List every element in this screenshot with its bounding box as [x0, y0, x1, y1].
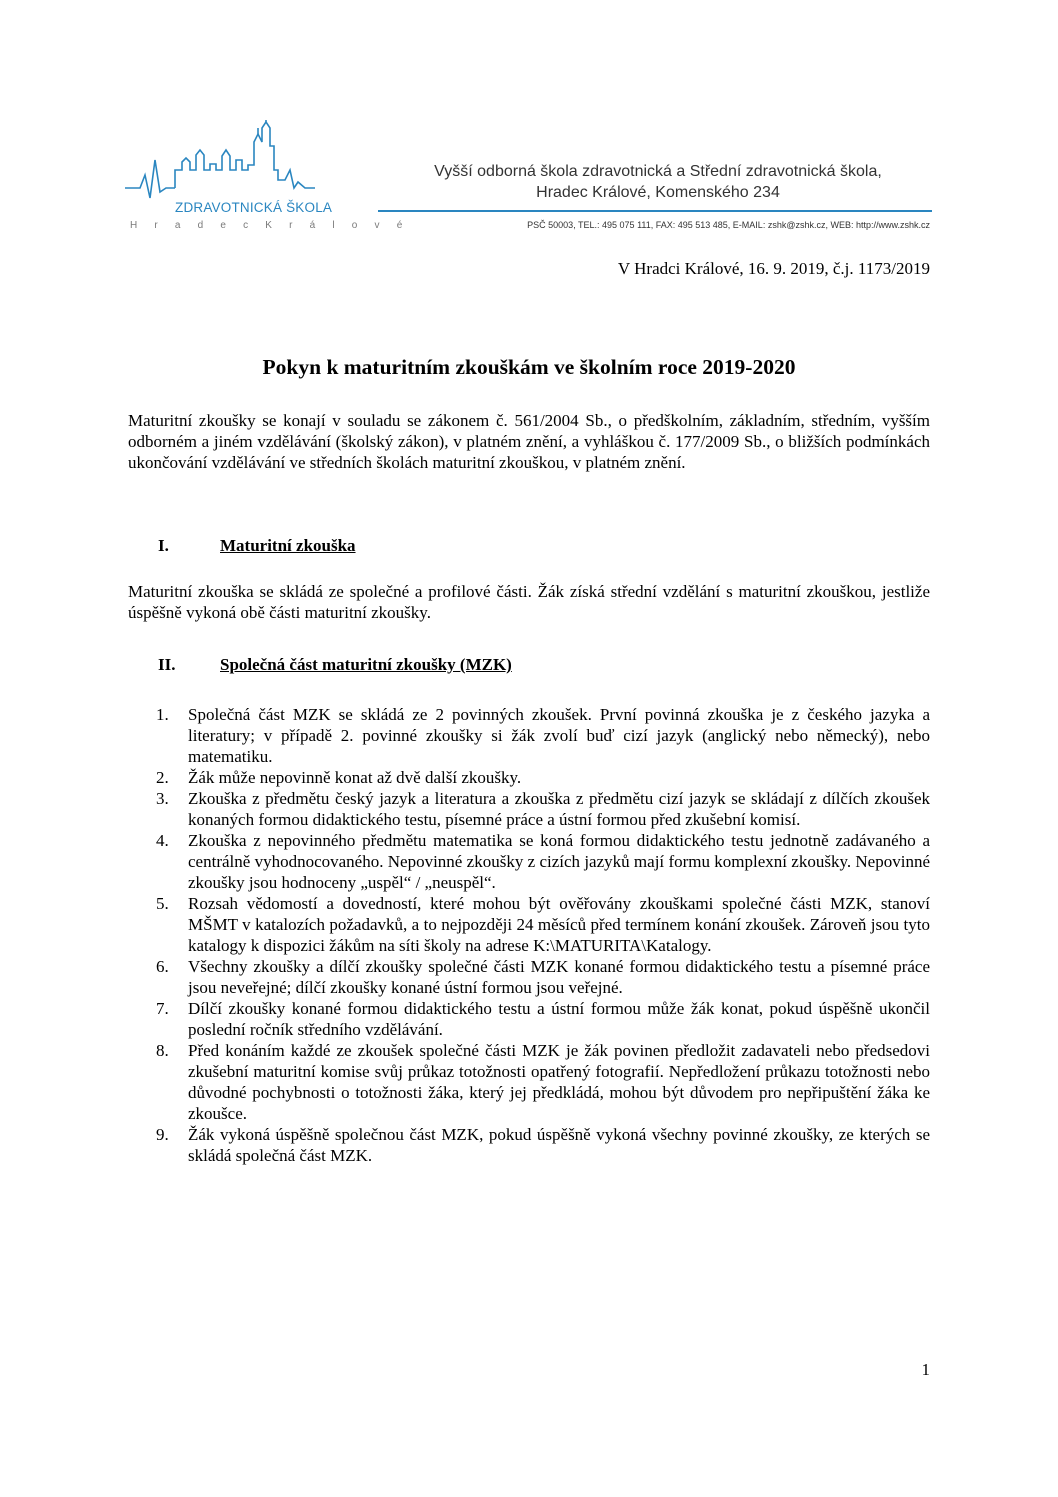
list-item: [128, 956, 930, 998]
list-item-number: 1.: [156, 705, 169, 724]
list-item-number: 5.: [156, 894, 169, 913]
list-item: [128, 1124, 930, 1166]
section-heading-2: [158, 655, 512, 675]
list-item: [128, 767, 930, 788]
list-item-text: Společná část MZK se skládá ze 2 povinných zkoušek. První povinná zkouška je z českého jazyka a literatury; v případě 2. povinné zkoušky si žák zvolí buď cizí jazyk (anglický nebo německý), nebo matematiku.: [188, 705, 930, 766]
list-item-text: Zkouška z nepovinného předmětu matematika se koná formou didaktického testu jednotně zadávaného a centrálně vyhodnocovaného. Nepovinné zkoušky z cizích jazyků mají formu komplexní zkoušky. Nepovinné zkoušky jsou hodnoceny „uspěl“ / „neuspěl“.: [188, 831, 930, 892]
header-divider: [378, 210, 932, 212]
section-heading-1: [158, 536, 356, 556]
skyline-logo-icon: [120, 120, 320, 210]
list-item: [128, 788, 930, 830]
section-1-paragraph: Maturitní zkouška se skládá ze společné a profilové části. Žák získá střední vzdělání s maturitní zkouškou, jestliže úspěšně vykoná obě části maturitní zkoušky.: [128, 582, 930, 622]
list-item: [128, 893, 930, 956]
list-item-text: Před konáním každé ze zkoušek společné části MZK je žák povinen předložit zadavateli nebo předsedovi zkušební maturitní komise svůj průkaz totožnosti opatřený fotografií. Nepředložení průkazu totožnosti nebo důvodné pochybnosti o totožnosti žáka, který jej předkládá, mohou být důvodem pro nepřipuštění žáka ke zkoušce.: [188, 1041, 930, 1123]
list-item-text: Žák vykoná úspěšně společnou část MZK, pokud úspěšně vykoná všechny povinné zkoušky, ze kterých se skládá společná část MZK.: [188, 1125, 930, 1165]
list-item: [128, 998, 930, 1040]
logo-city-name: H r a d e c K r á l o v é: [130, 220, 410, 231]
list-item-number: 4.: [156, 831, 169, 850]
list-item-text: Zkouška z předmětu český jazyk a literatura a zkouška z předmětu cizí jazyk se skládají z dílčích zkoušek konaných formou didaktického testu, písemné práce a ústní formou před zkušební komisí.: [188, 789, 930, 829]
school-name-line1: Vyšší odborná škola zdravotnická a Střední zdravotnická škola,: [434, 163, 882, 180]
section-number: II.: [158, 655, 176, 674]
list-item-number: 3.: [156, 789, 169, 808]
numbered-list: [128, 704, 930, 1166]
logo-school-name: ZDRAVOTNICKÁ ŠKOLA: [175, 200, 333, 215]
dateline: V Hradci Králové, 16. 9. 2019, č.j. 1173/2019: [617, 259, 930, 278]
list-item-number: 2.: [156, 768, 169, 787]
list-item-text: Žák může nepovinně konat až dvě další zkoušky.: [188, 768, 522, 787]
list-item: [128, 830, 930, 893]
document-title: Pokyn k maturitním zkouškám ve školním roce 2019-2020: [262, 355, 796, 379]
school-name-line2: Hradec Králové, Komenského 234: [536, 184, 780, 201]
contact-info: PSČ 50003, TEL.: 495 075 111, FAX: 495 513 485, E-MAIL: zshk@zshk.cz, WEB: http://www.zshk.cz: [527, 220, 930, 230]
list-item-text: Dílčí zkoušky konané formou didaktického testu a ústní formou může žák konat, pokud úspěšně ukončil poslední ročník středního vzdělávání.: [188, 999, 930, 1039]
list-item: [128, 704, 930, 767]
school-logo: [120, 120, 410, 240]
list-item-text: Rozsah vědomostí a dovedností, které mohou být ověřovány zkouškami společné části MZK, stanoví MŠMT v katalozích požadavků, a to nejpozději 24 měsíců před termínem konání zkoušek. Zároveň jsou tyto katalogy k dispozici žákům na síti školy na adrese K:\MATURITA\Katalogy.: [188, 894, 930, 955]
list-item-number: 9.: [156, 1125, 169, 1144]
section-title: Maturitní zkouška: [220, 536, 356, 555]
section-title: Společná část maturitní zkoušky (MZK): [220, 655, 512, 674]
list-item-text: Všechny zkoušky a dílčí zkoušky společné části MZK konané formou didaktického testu a písemné práce jsou neveřejné; dílčí zkoušky konané ústní formou jsou veřejné.: [188, 957, 930, 997]
list-item-number: 8.: [156, 1041, 169, 1060]
list-item-number: 7.: [156, 999, 169, 1018]
list-item-number: 6.: [156, 957, 169, 976]
intro-paragraph: Maturitní zkoušky se konají v souladu se zákonem č. 561/2004 Sb., o předškolním, základním, středním, vyšším odborném a jiném vzdělávání (školský zákon), v platném znění, a vyhláškou č. 177/2009 Sb., o bližších podmínkách ukončování vzdělávání ve středních školách maturitní zkouškou, v platném znění.: [128, 411, 930, 472]
list-item: [128, 1040, 930, 1124]
page-number: 1: [921, 1360, 930, 1379]
section-number: I.: [158, 536, 169, 555]
